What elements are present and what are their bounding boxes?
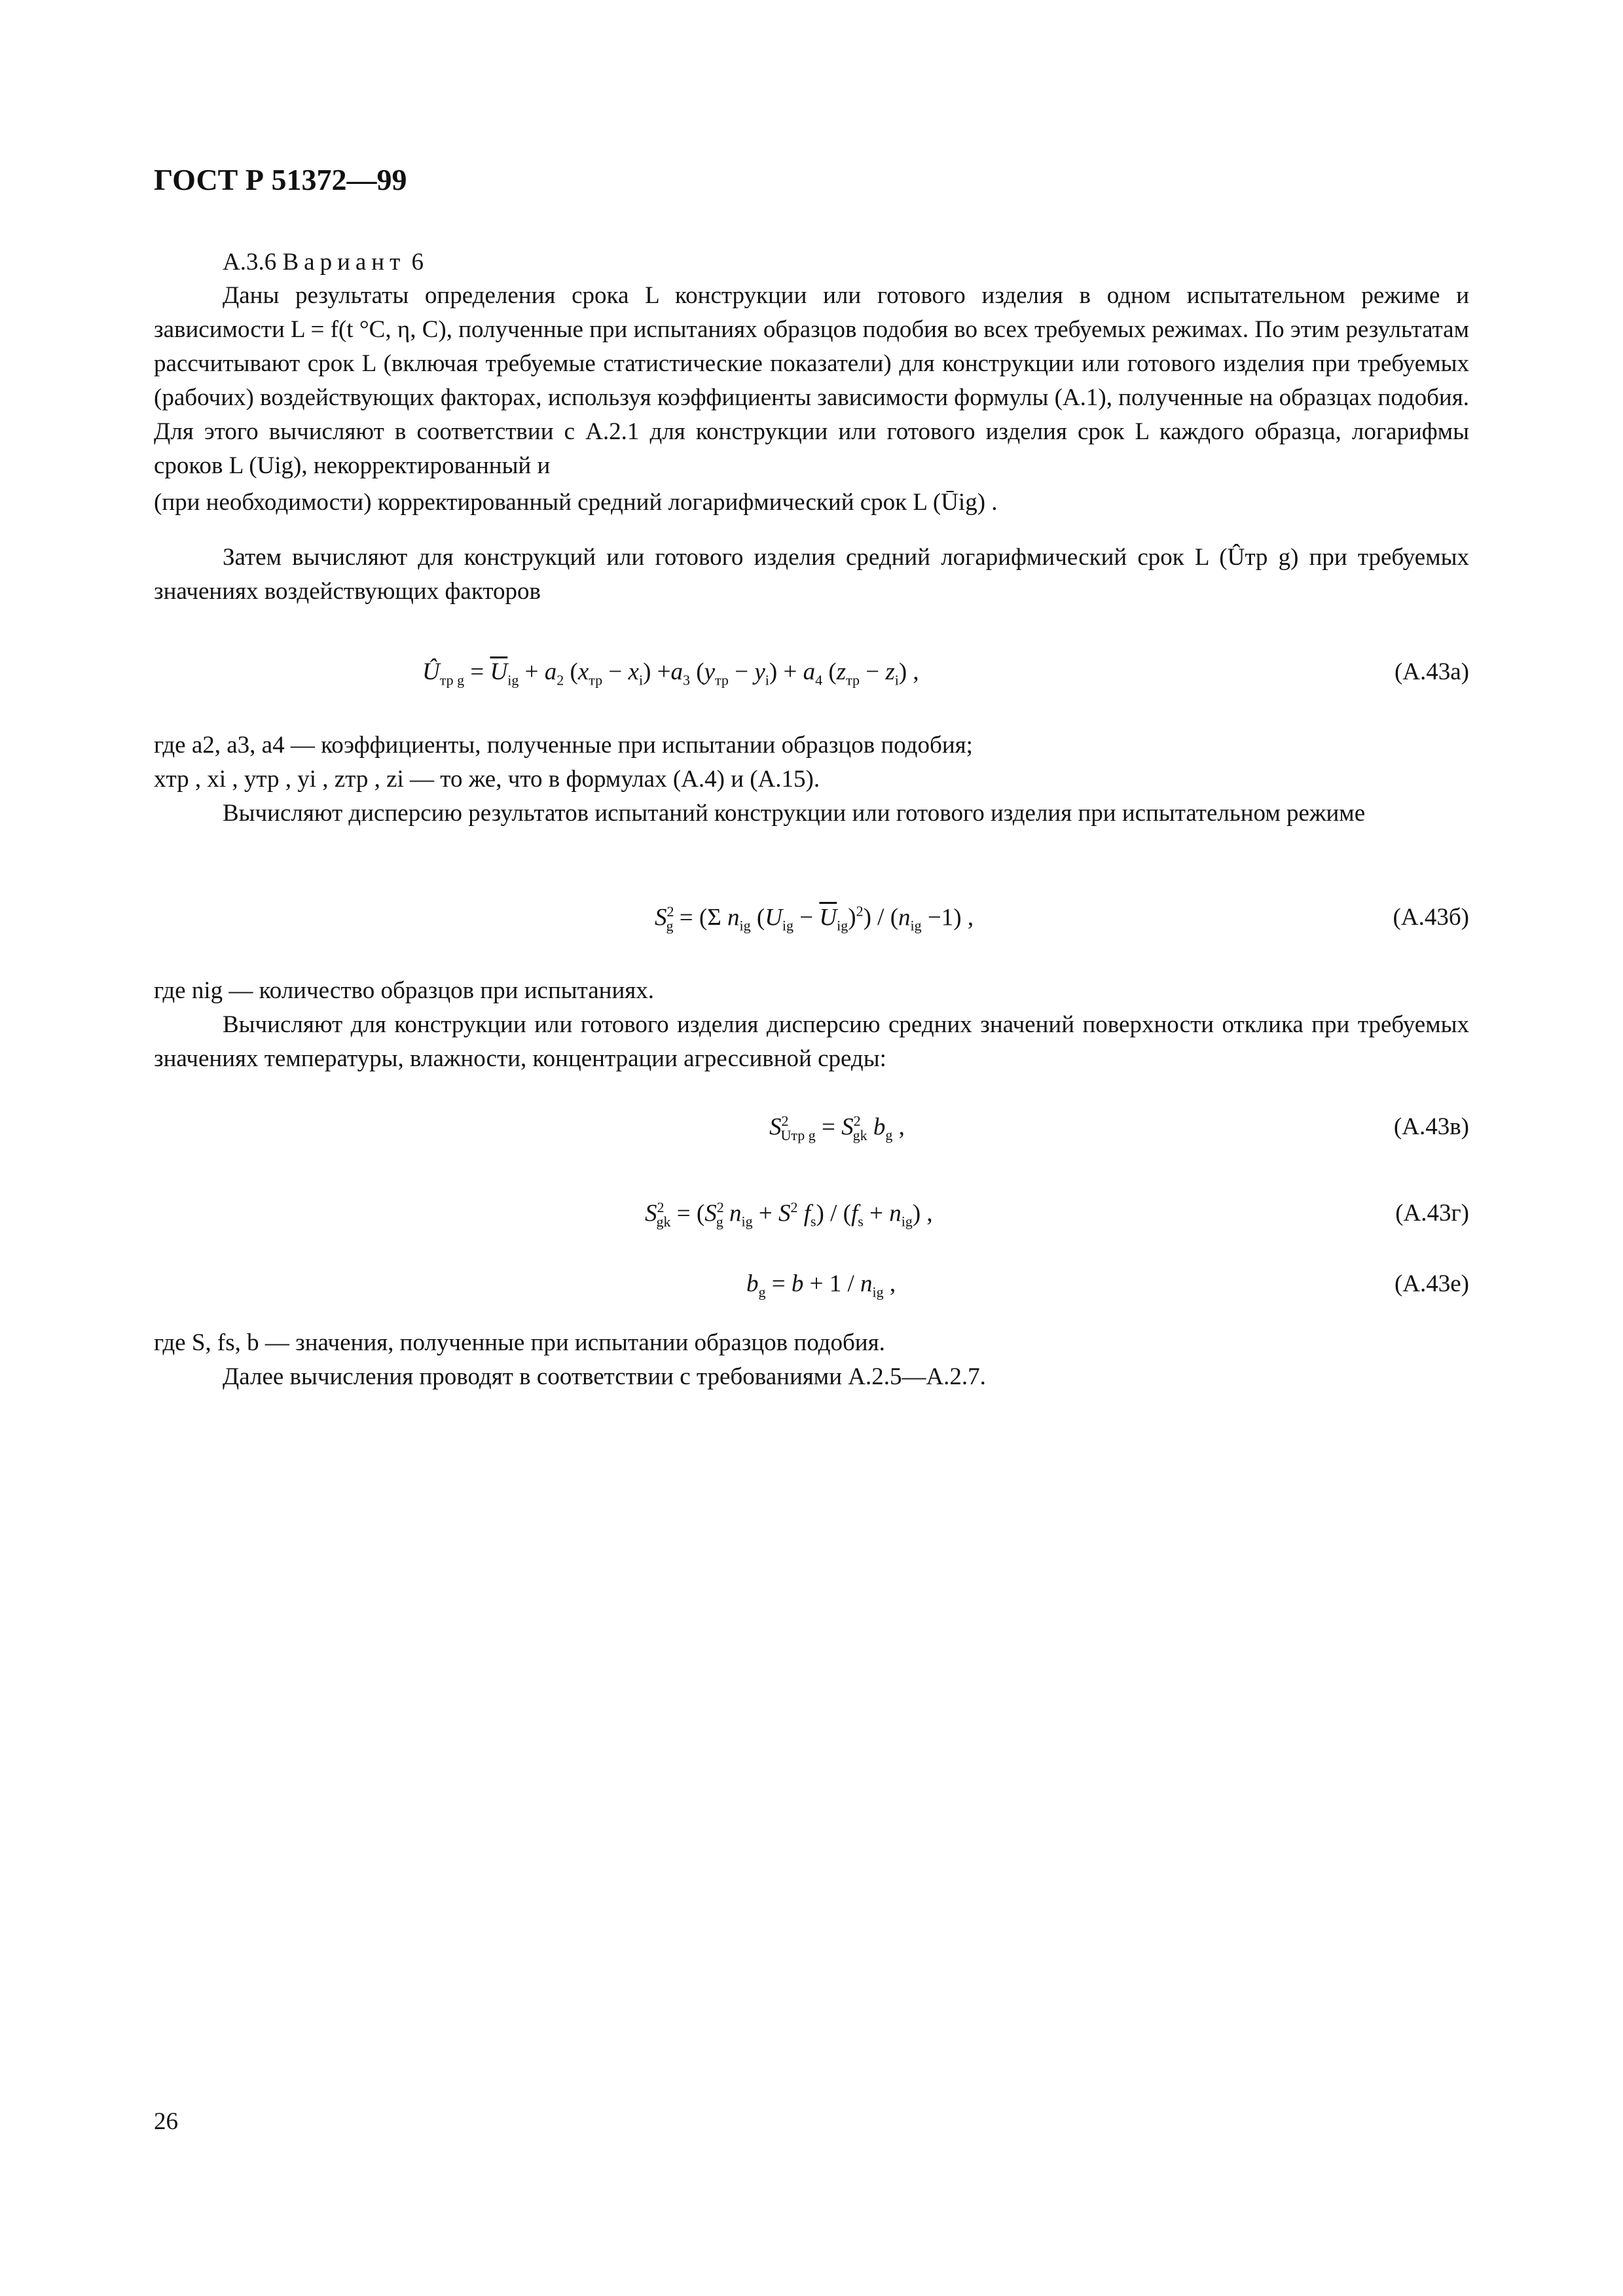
section-number: А.3.6 bbox=[223, 249, 277, 276]
page-number: 26 bbox=[154, 2108, 178, 2135]
equation-number-a43a: (А.43а) bbox=[1394, 658, 1469, 685]
paragraph-6: Вычисляют для конструкции или готового изделия дисперсию средних значений поверхности отклика при требуемых значениях температуры, влажности, концентрации агрессивной среды: bbox=[154, 1011, 1469, 1072]
paragraph-3-line-2: xтр , xi , yтр , yi , zтр , zi — то же, что в формулах (А.4) и (А.15). bbox=[154, 766, 820, 793]
paragraph-2: Затем вычисляют для конструкций или готового изделия средний логарифмический срок L (Ûтр g) при требуемых значениях воздействующих факторов bbox=[154, 544, 1469, 605]
section-heading bbox=[154, 245, 1469, 279]
paragraph-7: где S, fs, b — значения, полученные при испытании образцов подобия. bbox=[154, 1329, 885, 1356]
equation-number-a43b: (А.43б) bbox=[1393, 904, 1469, 931]
section-variant: 6 bbox=[411, 249, 424, 276]
formula-a43b: $S^2_g = (\Sigma$ $n_{ig}$ $(U_{ig} - \overline{U}_{ig})^2) / (n_{ig} -1)$ , bbox=[655, 903, 974, 934]
equation-number-a43v: (А.43в) bbox=[1393, 1113, 1469, 1140]
formula-a43a: $Û_{тр g} = \overline{U}_{ig} + a_2$ $(x_{тр} - x_i) +a_3$ $(y_{тр} - y_i) + a_4$ $(z_{тр} - z_i)$ , bbox=[422, 658, 919, 689]
paragraph-1-end: (при необходимости) корректированный средний логарифмический срок L (Ūig) . bbox=[154, 489, 998, 516]
section-title: Вариант bbox=[282, 249, 406, 276]
equation-number-a43e: (А.43е) bbox=[1394, 1270, 1469, 1297]
paragraph-4: Вычисляют дисперсию результатов испытаний конструкции или готового изделия при испытательном режиме bbox=[223, 800, 1366, 827]
paragraph-3-line-1: где a2, a3, a4 — коэффициенты, полученные при испытании образцов подобия; bbox=[154, 732, 973, 759]
formula-a43e: $b_g = b + 1 / n_{ig}$ , bbox=[746, 1270, 896, 1300]
formula-a43v: $S^2_{Uтр g} = S^2_{gk}$ $b_g$ , bbox=[769, 1113, 905, 1143]
paragraph-5: где nig — количество образцов при испытаниях. bbox=[154, 977, 655, 1004]
paragraph-1: Даны результаты определения срока L конструкции или готового изделия в одном испытательном режиме и зависимости L = f(t °C, η, C), полученные при испытаниях образцов подобия во всех требуемых режимах. По этим результатам рассчитывают срок L (включая требуемые статистические показатели) для конструкции или готового изделия при требуемых (рабочих) воздействующих факторах, используя коэффициенты зависимости формулы (А.1), полученные на образцах подобия. Для этого вычисляют в соответствии с А.2.1 для конструкции или готового изделия срок L каждого образца, логарифмы сроков L (Uig), некорректированный и bbox=[154, 282, 1469, 479]
equation-number-a43g: (А.43г) bbox=[1395, 1200, 1469, 1227]
paragraph-8: Далее вычисления проводят в соответствии с требованиями А.2.5—А.2.7. bbox=[223, 1363, 986, 1390]
formula-a43g: $S^2_{gk} = (S^2_g$ $n_{ig} + S^2$ $f_s) / (f_s + n_{ig})$ , bbox=[645, 1199, 933, 1230]
document-header: ГОСТ Р 51372—99 bbox=[154, 163, 407, 196]
